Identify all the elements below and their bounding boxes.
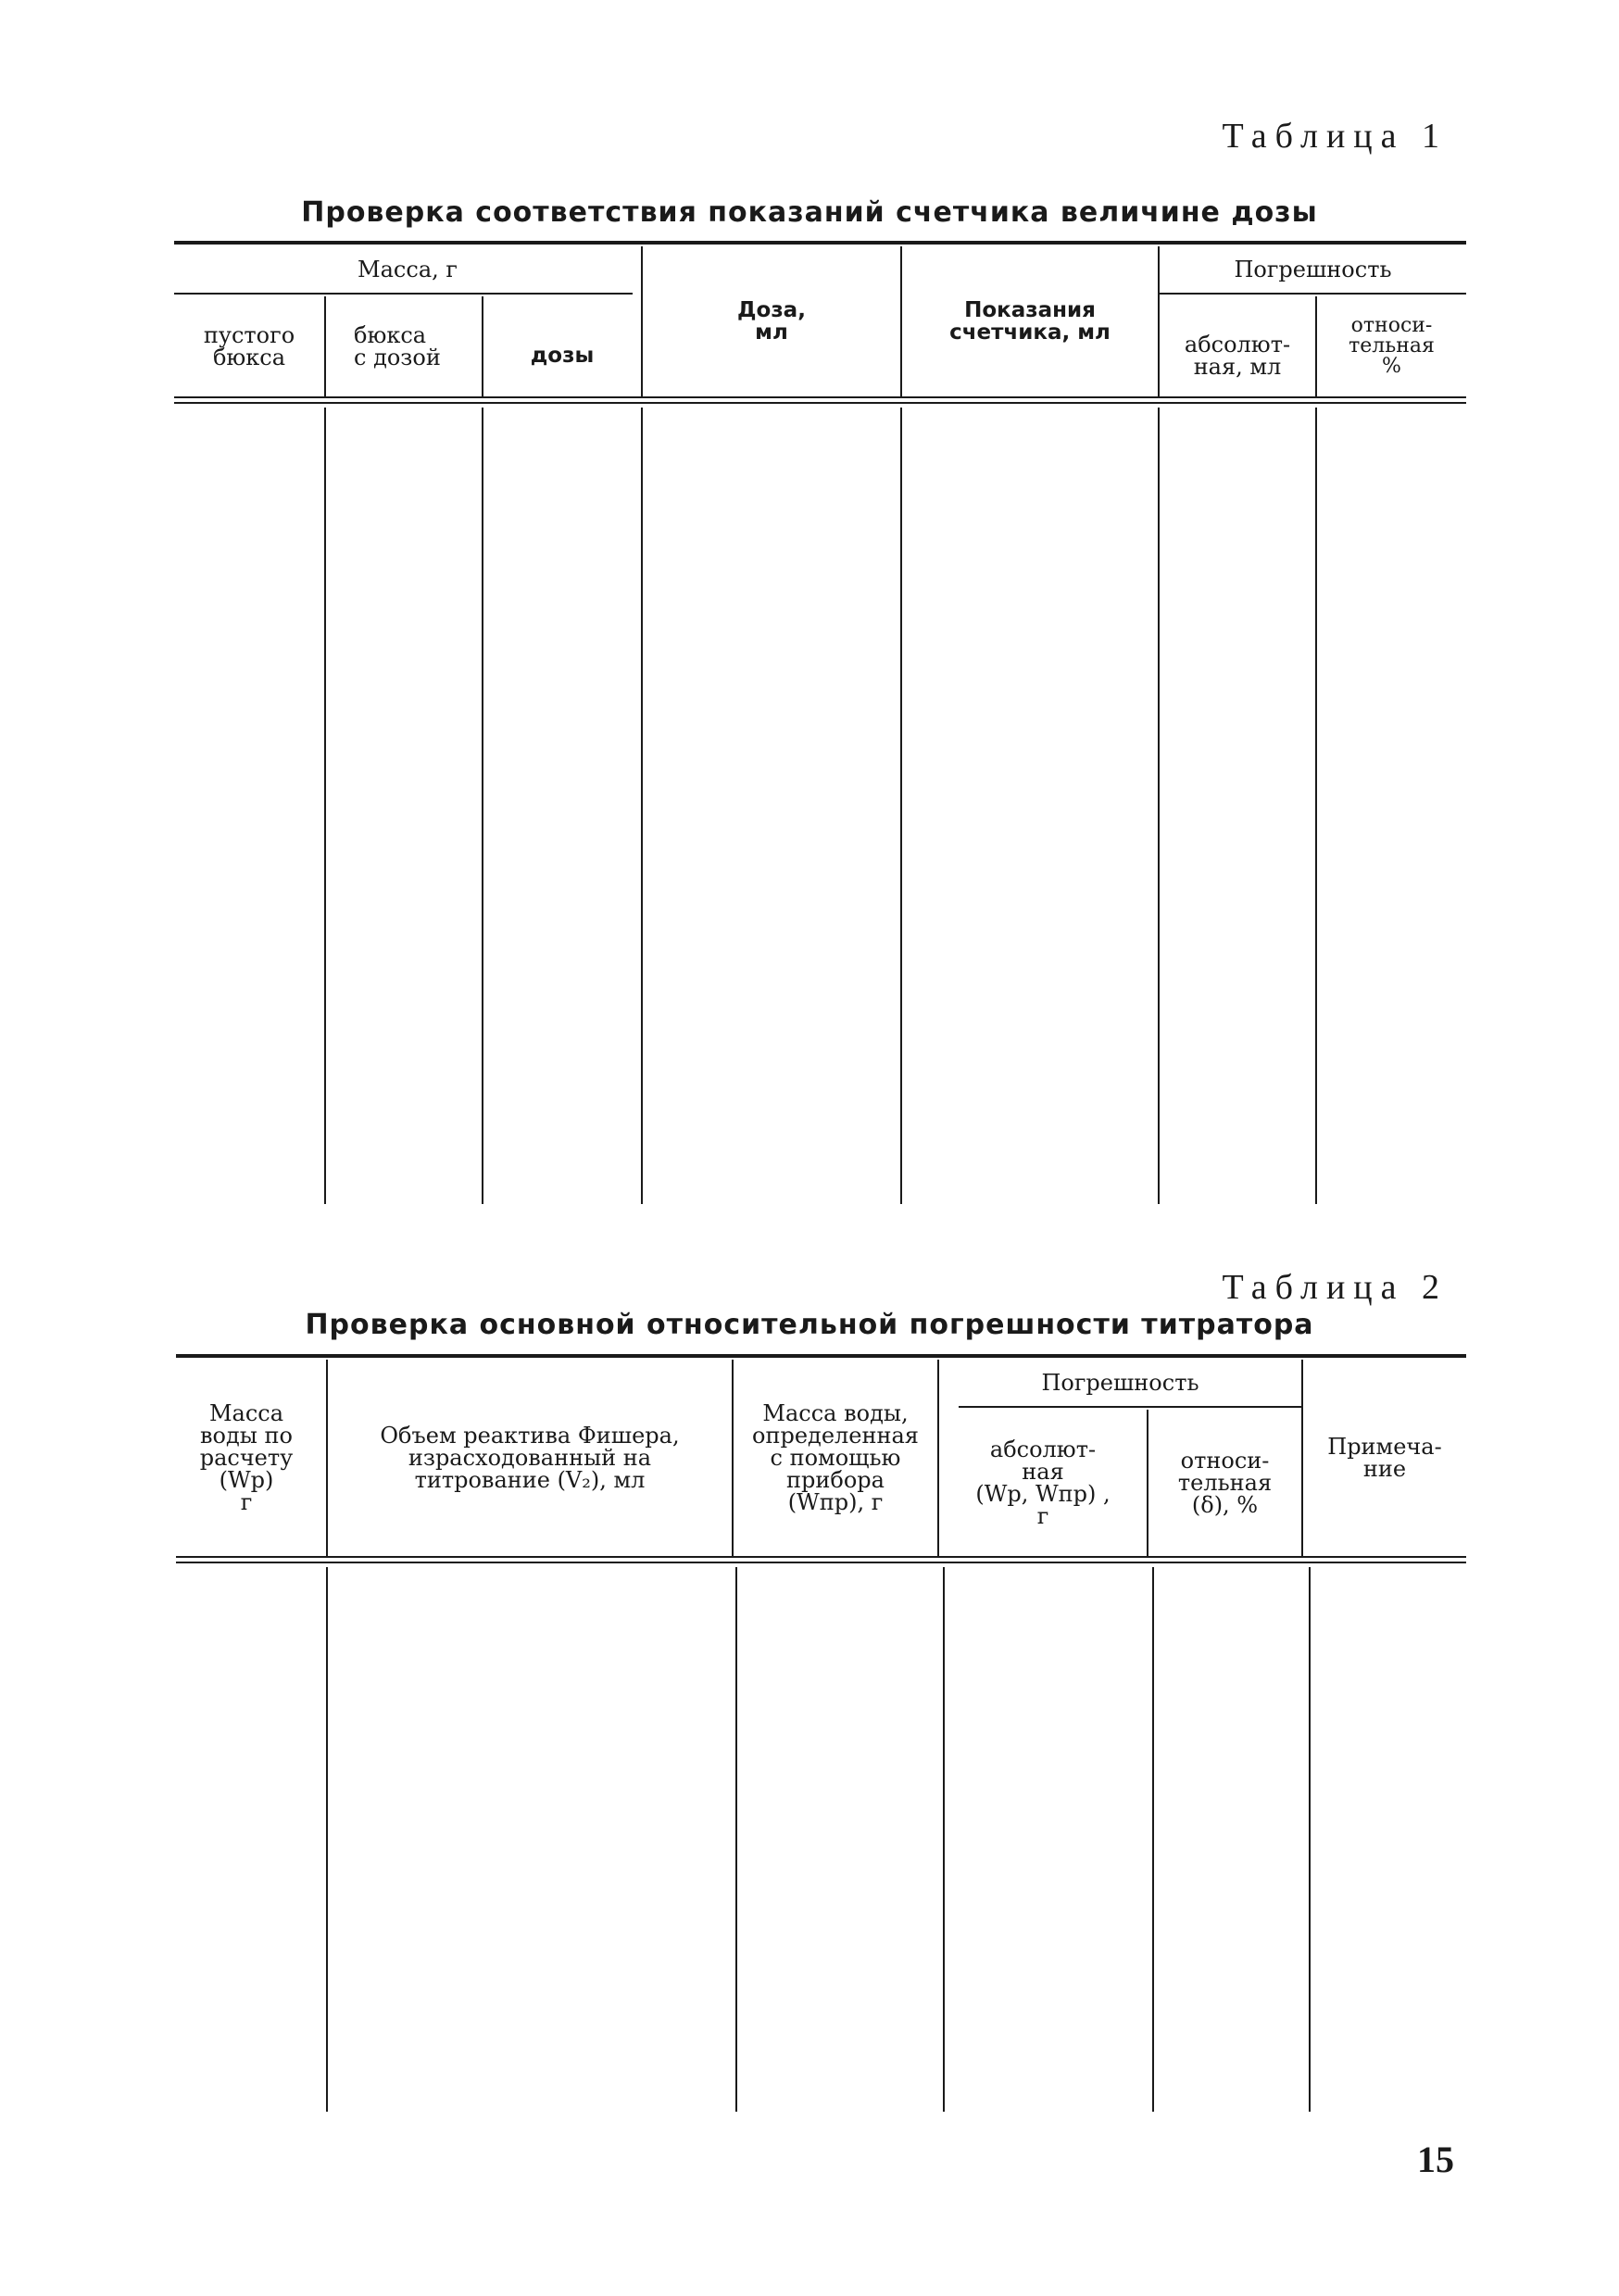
table2-header-absolute: абсолют- ная (Wр, Wпр) , г <box>975 1437 1111 1529</box>
table1-title: Проверка соответствия показаний счетчика величине дозы <box>301 196 1318 229</box>
table2-header-reagent-volume: Объем реактива Фишера, израсходованный на титрование (V₂), мл <box>380 1423 680 1493</box>
page-number: 15 <box>1417 2139 1454 2180</box>
table1-header-error: Погрешность <box>1234 257 1392 282</box>
table2-header-note: Примеча- ние <box>1327 1434 1442 1482</box>
table1-header-counter-readings: Показания счетчика, мл <box>949 298 1111 345</box>
table2-title: Проверка основной относительной погрешности титратора <box>305 1309 1314 1341</box>
table1-header-dose: дозы <box>530 344 595 368</box>
table2-header-water-mass-calc: Масса воды по расчету (Wр) г <box>199 1400 294 1515</box>
table2-label: Таблица 2 <box>1222 1268 1448 1307</box>
table1-header-relative: относи- тельная % <box>1349 314 1435 378</box>
table2-header-water-mass-device: Масса воды, определенная с помощью прибора (Wпр), г <box>752 1400 919 1515</box>
table2-header-error: Погрешность <box>1041 1370 1199 1396</box>
table1-header-mass: Масса, г <box>358 257 458 282</box>
table2-header-relative: относи- тельная (δ), % <box>1177 1448 1273 1518</box>
table1-header-dose-ml: Доза, мл <box>737 298 806 345</box>
table1-label: Таблица 1 <box>1222 117 1448 156</box>
table1-header-empty-bottle: пустого бюкса <box>203 322 295 370</box>
table1-header-absolute: абсолют- ная, мл <box>1184 332 1291 380</box>
table1-header-bottle-with-dose: бюкса с дозой <box>354 322 441 370</box>
